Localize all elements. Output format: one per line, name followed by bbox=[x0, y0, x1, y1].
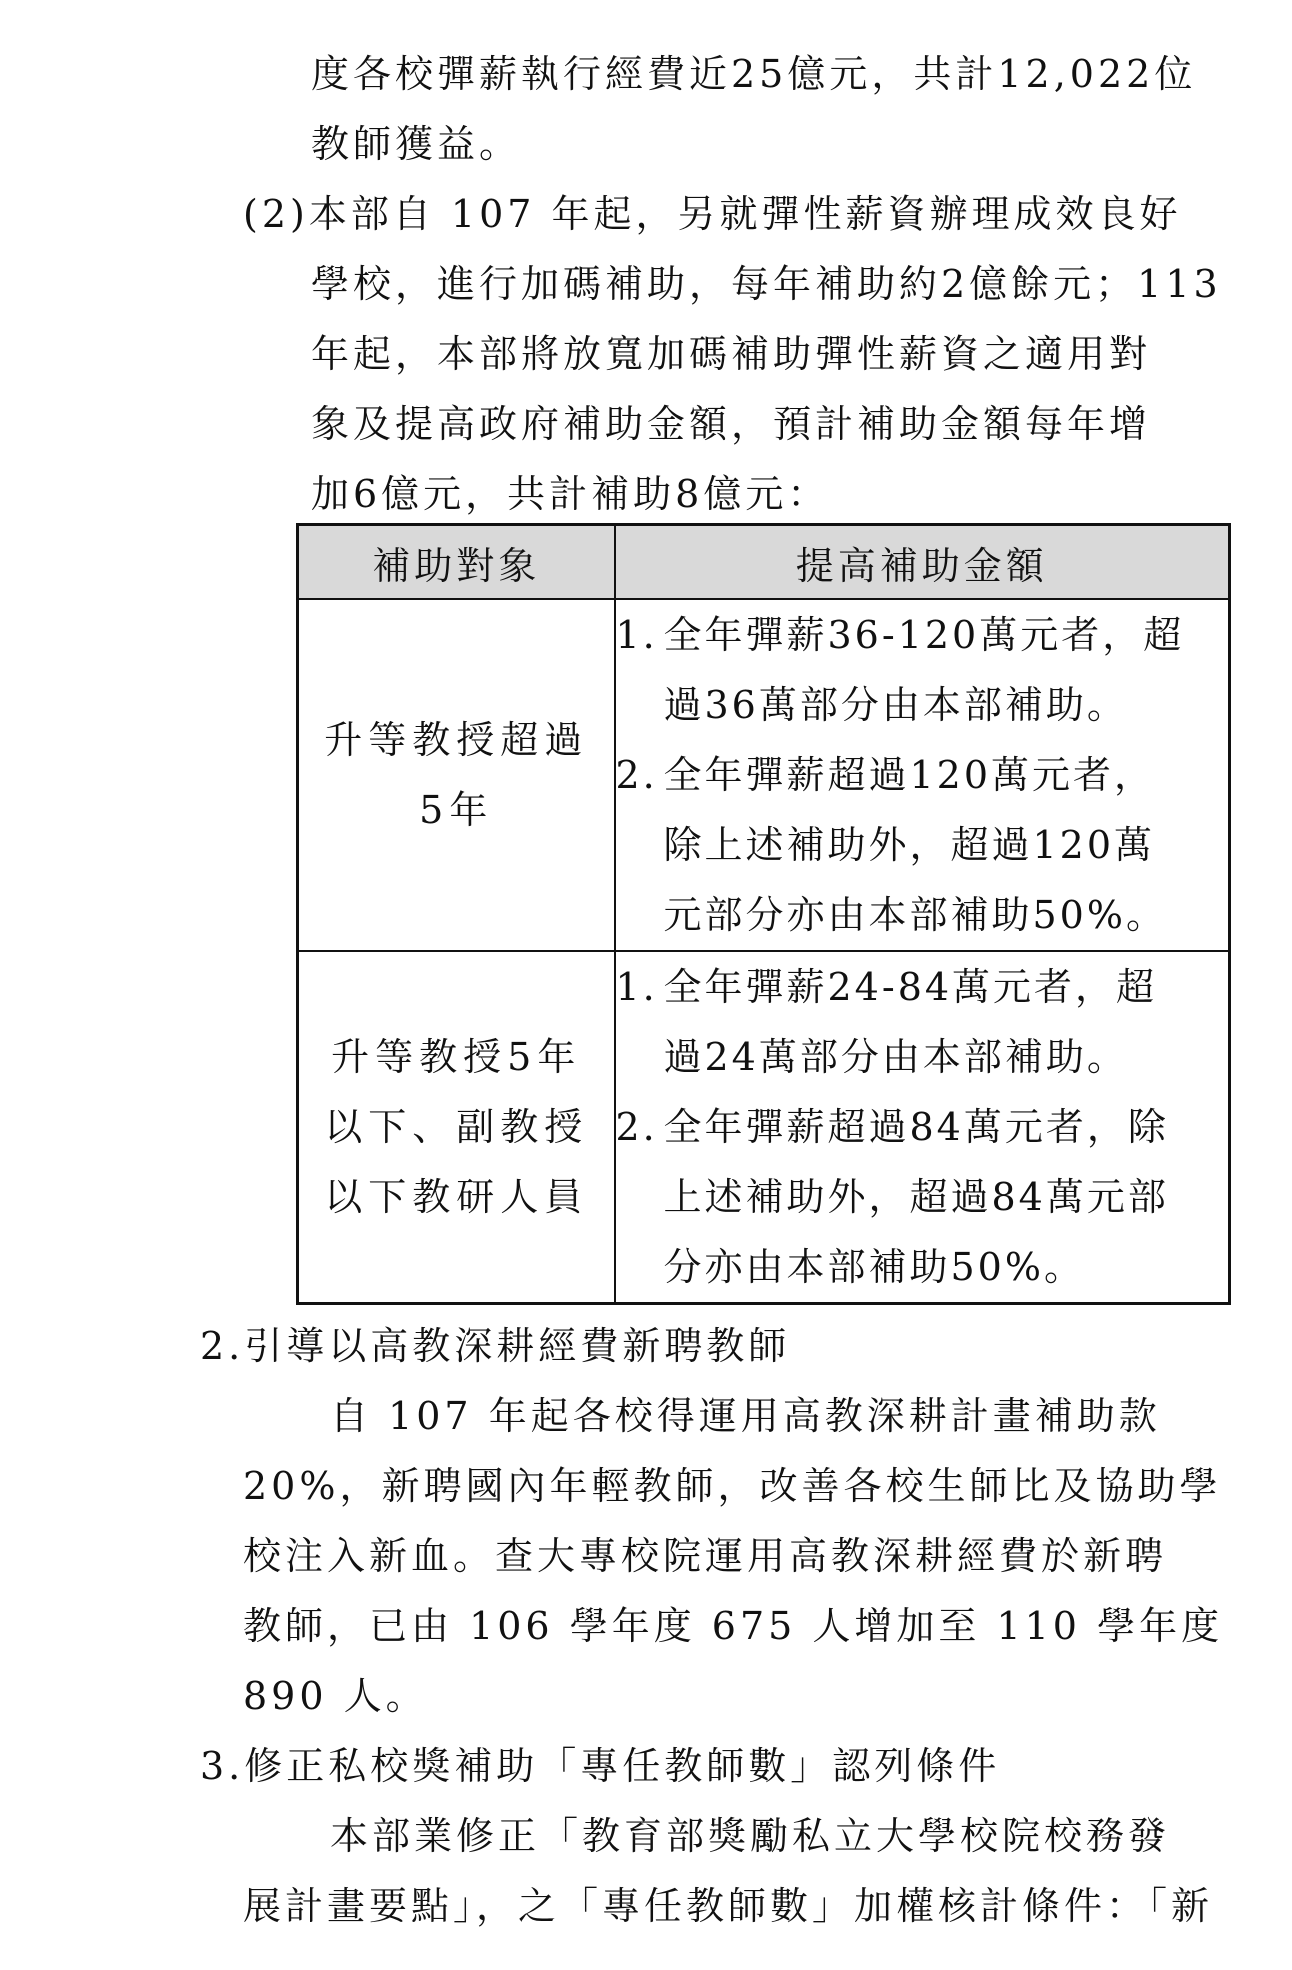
item-number: 1. bbox=[615, 965, 658, 1009]
paragraph-line: 象及提高政府補助金額，預計補助金額每年增 bbox=[311, 402, 1152, 446]
paragraph-line: 展計畫要點」，之「專任教師數」加權核計條件：「新 bbox=[243, 1884, 1214, 1928]
section-heading: 2.引導以高教深耕經費新聘教師 bbox=[200, 1324, 791, 1368]
paragraph-line: 學校，進行加碼補助，每年補助約2億餘元；113 bbox=[311, 262, 1222, 306]
item-line: 除上述補助外，超過120萬 bbox=[663, 823, 1156, 867]
paragraph-line: 度各校彈薪執行經費近25億元，共計12,022位 bbox=[311, 52, 1197, 96]
list-item bbox=[616, 1092, 1229, 1302]
paragraph-line: (2)本部自 107 年起，另就彈性薪資辦理成效良好 bbox=[243, 192, 1182, 236]
paragraph-line: 教師，已由 106 學年度 675 人增加至 110 學年度 bbox=[243, 1604, 1224, 1648]
target-line: 以下教研人員 bbox=[324, 1175, 589, 1219]
table-row bbox=[298, 599, 1230, 951]
item-line: 過24萬部分由本部補助。 bbox=[663, 1035, 1128, 1079]
target-line: 升等教授5年 bbox=[331, 1035, 582, 1079]
item-line: 全年彈薪超過120萬元者， bbox=[663, 753, 1156, 797]
paragraph-line: 自 107 年起各校得運用高教深耕計畫補助款 bbox=[330, 1394, 1161, 1438]
item-line: 上述補助外，超過84萬元部 bbox=[663, 1175, 1169, 1219]
item-number: 1. bbox=[615, 613, 658, 657]
paragraph-line: 890 人。 bbox=[243, 1674, 428, 1718]
item-number: 2. bbox=[615, 753, 658, 797]
target-line: 5年 bbox=[419, 788, 494, 832]
list-item bbox=[616, 740, 1229, 950]
target-cell bbox=[298, 951, 615, 1304]
section-heading: 3.修正私校獎補助「專任教師數」認列條件 bbox=[200, 1744, 1001, 1788]
list-item bbox=[616, 600, 1229, 740]
item-line: 全年彈薪36-120萬元者，超 bbox=[663, 613, 1185, 657]
amount-cell bbox=[615, 599, 1230, 951]
item-line: 過36萬部分由本部補助。 bbox=[663, 683, 1128, 727]
item-number: 2. bbox=[615, 1105, 658, 1149]
item-line: 全年彈薪超過84萬元者，除 bbox=[663, 1105, 1169, 1149]
header-subsidy-target: 補助對象 bbox=[298, 525, 615, 600]
item-line: 元部分亦由本部補助50%。 bbox=[663, 893, 1167, 937]
subsidy-table-container bbox=[296, 523, 1228, 1305]
target-line: 升等教授超過 bbox=[324, 718, 589, 762]
target-line: 以下、副教授 bbox=[324, 1105, 589, 1149]
paragraph-line: 年起，本部將放寬加碼補助彈性薪資之適用對 bbox=[311, 332, 1152, 376]
amount-cell bbox=[615, 951, 1230, 1304]
paragraph-line: 20%，新聘國內年輕教師，改善各校生師比及協助學 bbox=[243, 1464, 1222, 1508]
list-item bbox=[616, 952, 1229, 1092]
table-header-row bbox=[298, 525, 1230, 600]
paragraph-line: 加6億元，共計補助8億元： bbox=[311, 472, 830, 516]
target-cell bbox=[298, 599, 615, 951]
paragraph-line: 本部業修正「教育部獎勵私立大學校院校務發 bbox=[330, 1814, 1171, 1858]
paragraph-line: 教師獲益。 bbox=[311, 122, 522, 166]
item-line: 全年彈薪24-84萬元者，超 bbox=[663, 965, 1158, 1009]
header-subsidy-amount: 提高補助金額 bbox=[615, 525, 1230, 600]
paragraph-line: 校注入新血。查大專校院運用高教深耕經費於新聘 bbox=[243, 1534, 1168, 1578]
subsidy-table bbox=[296, 523, 1231, 1305]
item-line: 分亦由本部補助50%。 bbox=[663, 1245, 1085, 1289]
table-row bbox=[298, 951, 1230, 1304]
